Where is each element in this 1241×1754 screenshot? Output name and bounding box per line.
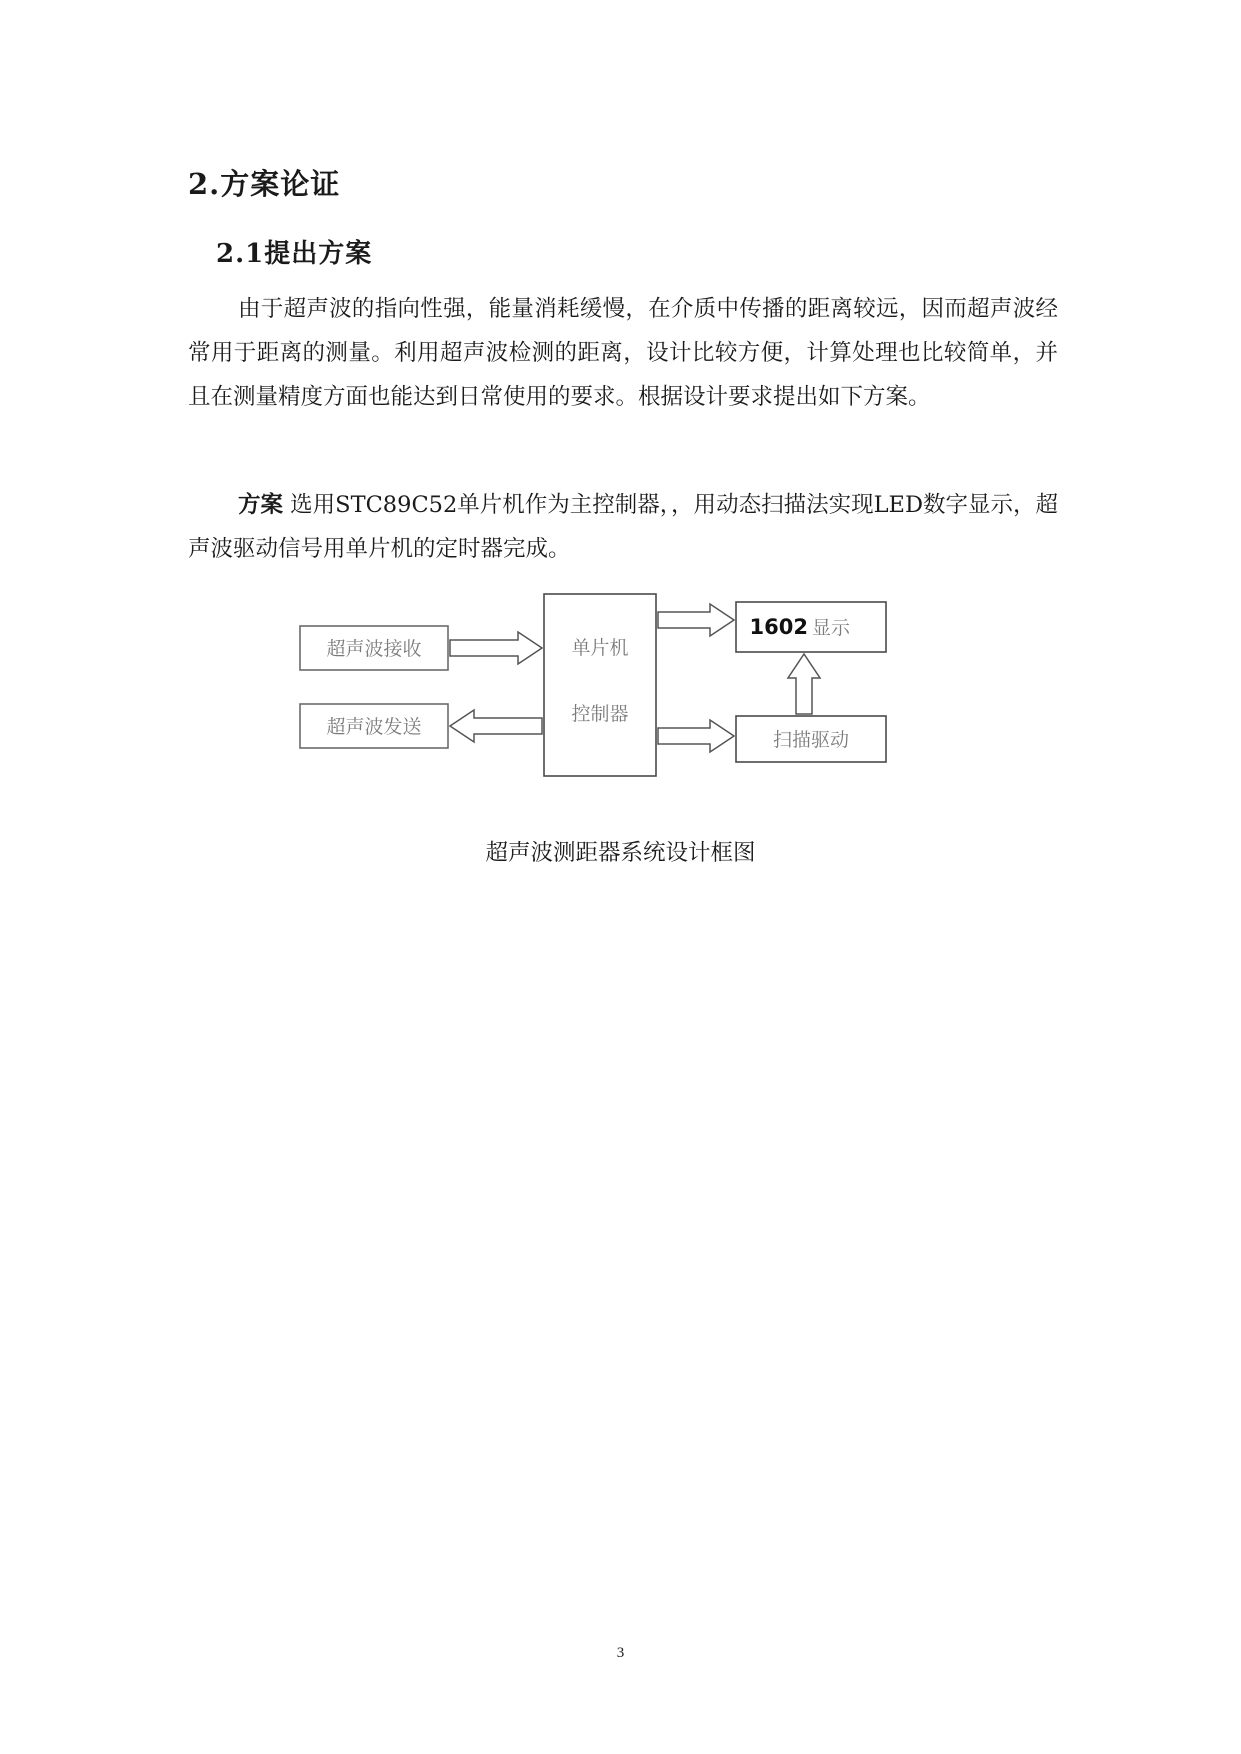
display-label: 显示 bbox=[812, 617, 851, 639]
scheme-lead: 方案 bbox=[238, 492, 284, 518]
receive-label: 超声波接收 bbox=[326, 638, 422, 660]
send-label: 超声波发送 bbox=[326, 716, 422, 738]
display-number: 1602 bbox=[749, 615, 808, 639]
block-diagram bbox=[290, 588, 910, 788]
arrow-scan-to-display bbox=[788, 654, 820, 714]
arrow-mcu-to-scan bbox=[658, 720, 734, 752]
send-block bbox=[300, 704, 448, 748]
arrow-mcu-to-send bbox=[450, 710, 542, 742]
mcu-label-line2: 控制器 bbox=[571, 703, 629, 725]
arrow-mcu-to-display bbox=[658, 604, 734, 636]
scan-label: 扫描驱动 bbox=[772, 729, 850, 751]
scan-block bbox=[736, 716, 886, 762]
scheme-paragraph bbox=[188, 483, 1058, 571]
scheme-text: 选用STC89C52单片机作为主控制器，，用动态扫描法实现LED数字显示，超声波驱动信号用单片机的定时器完成。 bbox=[188, 492, 1058, 562]
page-number: 3 bbox=[616, 1645, 625, 1661]
intro-paragraph: 由于超声波的指向性强，能量消耗缓慢，在介质中传播的距离较远，因而超声波经常用于距离的测量。利用超声波检测的距离，设计比较方便，计算处理也比较简单，并且在测量精度方面也能达到日常使用的要求。根据设计要求提出如下方案。 bbox=[188, 296, 1058, 410]
mcu-block bbox=[544, 594, 656, 776]
receive-block bbox=[300, 626, 448, 670]
mcu-label-line1: 单片机 bbox=[571, 637, 629, 659]
figure-caption: 超声波测距器系统设计框图 bbox=[485, 840, 756, 866]
section-heading: 2.方案论证 bbox=[188, 167, 341, 201]
subsection-heading: 2.1提出方案 bbox=[216, 239, 373, 269]
display-block bbox=[736, 602, 886, 652]
arrow-receive-to-mcu bbox=[450, 632, 542, 664]
